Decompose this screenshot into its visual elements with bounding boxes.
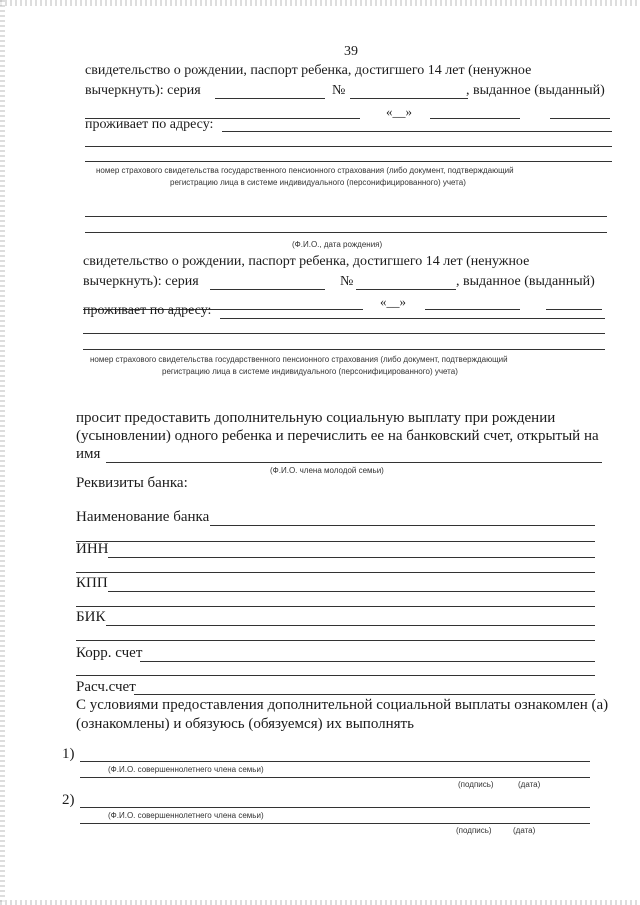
block1-address-field-1[interactable]: [222, 131, 612, 132]
block1-date-year-field[interactable]: [550, 118, 610, 119]
scan-edge-bottom: [0, 900, 640, 905]
agreement-line1: С условиями предоставления дополнительной социальной выплаты ознакомлен (а): [76, 697, 609, 713]
signature-1-fio-caption: (Ф.И.О. совершеннолетнего члена семьи): [108, 765, 264, 774]
signature-2-field[interactable]: [80, 807, 590, 808]
signature-1-sign-caption: (подпись): [458, 780, 494, 789]
account-label: Расч.счет: [76, 679, 136, 695]
bank-heading: Реквизиты банка:: [76, 475, 188, 491]
block1-caption-1: номер страхового свидетельства государственного пенсионного страхования (либо документ, подтверждающий: [96, 166, 514, 175]
block1-issued: , выданное (выданный): [466, 83, 605, 98]
block2-address-field-2[interactable]: [83, 333, 605, 334]
page-number: 39: [344, 44, 358, 59]
kpp-field[interactable]: [108, 591, 595, 592]
signature-2-num: 2): [62, 792, 75, 808]
block1-address-field-2[interactable]: [85, 146, 612, 147]
kpp-label: КПП: [76, 575, 108, 591]
corr-account-label: Корр. счет: [76, 645, 143, 661]
block2-address-label: проживает по адресу:: [83, 303, 212, 318]
fio-birth-caption: (Ф.И.О., дата рождения): [292, 240, 383, 249]
signature-2-sign-caption: (подпись): [456, 826, 492, 835]
block2-line1: свидетельство о рождении, паспорт ребенка, достигшего 14 лет (ненужное: [83, 254, 530, 269]
signature-2-fio-caption: (Ф.И.О. совершеннолетнего члена семьи): [108, 811, 264, 820]
block2-issued: , выданное (выданный): [456, 274, 595, 289]
signature-2-field-2[interactable]: [80, 823, 590, 824]
signature-1-num: 1): [62, 746, 75, 762]
request-line2: (усыновлении) одного ребенка и перечислить ее на банковский счет, открытый на: [76, 428, 599, 444]
bank-name-label: Наименование банка: [76, 509, 210, 525]
signature-1-date-caption: (дата): [518, 780, 541, 789]
inn-field-2[interactable]: [76, 572, 595, 573]
account-holder-caption: (Ф.И.О. члена молодой семьи): [270, 466, 384, 475]
block2-caption-1: номер страхового свидетельства государственного пенсионного страхования (либо документ, подтверждающий: [90, 355, 508, 364]
block1-number-field[interactable]: [350, 98, 468, 99]
block1-line1: свидетельство о рождении, паспорт ребенка, достигшего 14 лет (ненужное: [85, 63, 532, 78]
corr-account-field[interactable]: [140, 661, 595, 662]
scan-edge-left: [0, 0, 5, 905]
block1-num-label: №: [332, 83, 346, 98]
block1-date-month-field[interactable]: [430, 118, 520, 119]
bank-name-field-2[interactable]: [76, 541, 595, 542]
bik-label: БИК: [76, 609, 106, 625]
request-line1: просит предоставить дополнительную социальную выплату при рождении: [76, 410, 556, 426]
bik-field[interactable]: [106, 625, 595, 626]
signature-1-field-2[interactable]: [80, 777, 590, 778]
bank-name-field[interactable]: [210, 525, 595, 526]
block2-caption-2: регистрацию лица в системе индивидуального (персонифицированного) учета): [162, 367, 458, 376]
block2-number-field[interactable]: [356, 289, 456, 290]
block2-series-field[interactable]: [210, 289, 325, 290]
block2-date-quote: «__»: [380, 294, 406, 309]
kpp-field-2[interactable]: [76, 606, 595, 607]
block2-num-label: №: [340, 274, 354, 289]
fio-field-1[interactable]: [85, 216, 607, 217]
block2-snils-field[interactable]: [83, 349, 605, 350]
signature-2-date-caption: (дата): [513, 826, 536, 835]
inn-field[interactable]: [108, 557, 595, 558]
signature-1-field[interactable]: [80, 761, 590, 762]
bik-field-2[interactable]: [76, 640, 595, 641]
block2-series-label: вычеркнуть): серия: [83, 274, 199, 289]
fio-field-2[interactable]: [85, 232, 607, 233]
account-field[interactable]: [134, 694, 595, 695]
block1-caption-2: регистрацию лица в системе индивидуального (персонифицированного) учета): [170, 178, 466, 187]
scan-edge-top: [0, 0, 640, 6]
block1-series-field[interactable]: [215, 98, 325, 99]
block1-address-label: проживает по адресу:: [85, 117, 214, 132]
block1-date-quote: «__»: [386, 104, 412, 119]
agreement-line2: (ознакомлены) и обязуюсь (обязуемся) их выполнять: [76, 716, 414, 732]
block1-snils-field[interactable]: [85, 161, 612, 162]
block2-date-month-field[interactable]: [425, 309, 520, 310]
inn-label: ИНН: [76, 541, 109, 557]
request-line3: имя: [76, 446, 101, 462]
block1-series-label: вычеркнуть): серия: [85, 83, 201, 98]
corr-account-field-2[interactable]: [76, 675, 595, 676]
block2-address-field-1[interactable]: [220, 318, 605, 319]
block2-date-year-field[interactable]: [546, 309, 602, 310]
account-holder-field[interactable]: [106, 462, 602, 463]
